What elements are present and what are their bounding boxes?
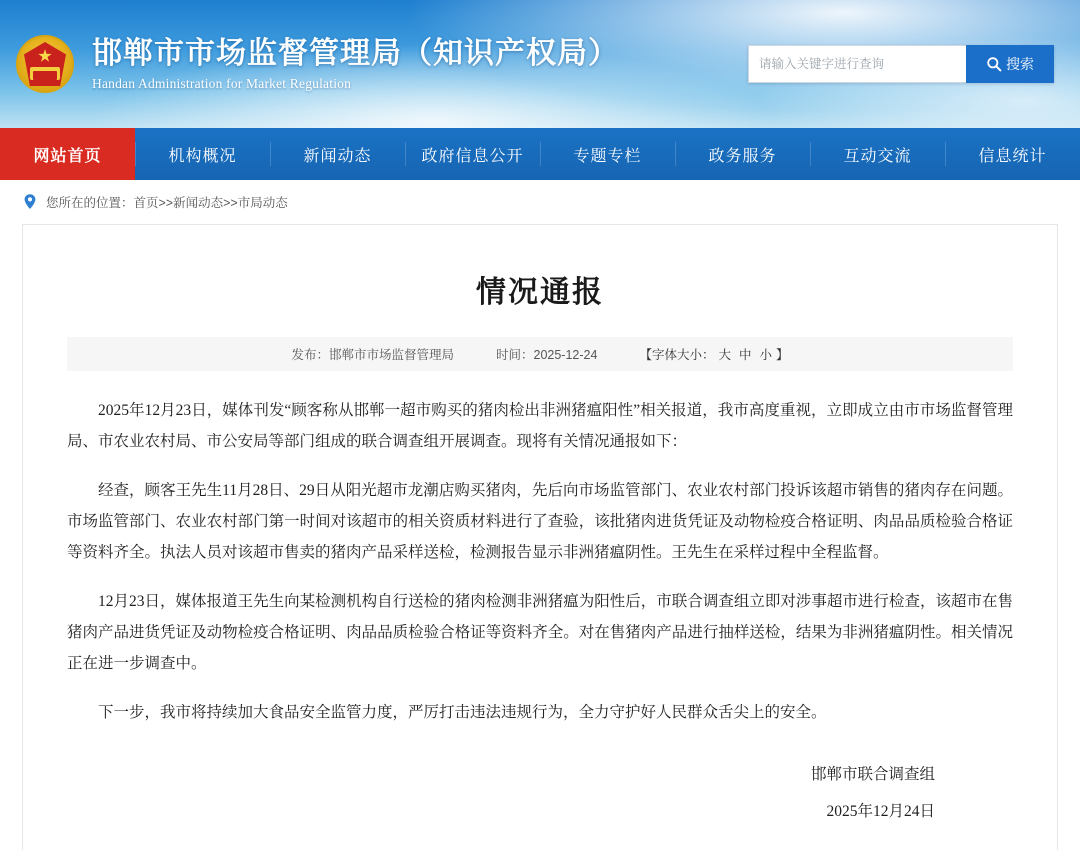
font-size-prefix: 【字体大小：: [639, 348, 715, 362]
nav-item-interaction[interactable]: 互动交流: [810, 128, 945, 180]
search-button-label: 搜索: [1006, 56, 1034, 72]
article-time-label: 时间：: [495, 348, 534, 362]
article-signature-date: 2025年12月24日: [826, 803, 935, 821]
site-title-en: Handan Administration for Market Regulation: [92, 76, 352, 91]
search-input[interactable]: [748, 45, 966, 83]
article-signature-block: [67, 756, 1013, 830]
nav-item-special-columns[interactable]: 专题专栏: [540, 128, 675, 180]
article-paragraph: 12月23日，媒体报道王先生向某检测机构自行送检的猪肉检测非洲猪瘟为阳性后，市联合调查组立即对涉事超市进行检查，该超市在售猪肉产品进货凭证及动物检疫合格证明、肉品品质检验合格证等资料齐全。对在售猪肉产品进行抽样送检，结果为非洲猪瘟阴性。相关情况正在进一步调查中。: [67, 593, 1013, 672]
site-header: [0, 0, 1080, 128]
nav-item-government-info[interactable]: 政府信息公开: [405, 128, 540, 180]
page-title: 情况通报: [476, 276, 604, 309]
article-body: [67, 395, 1013, 728]
article-source: [291, 345, 454, 363]
nav-item-statistics[interactable]: 信息统计: [945, 128, 1080, 180]
nav-item-overview[interactable]: 机构概况: [135, 128, 270, 180]
search-button[interactable]: [966, 45, 1054, 83]
article-paragraph: 2025年12月23日，媒体刊发“顾客称从邯郸一超市购买的猪肉检出非洲猪瘟阳性”相关报道，我市高度重视，立即成立由市市场监督管理局、市农业农村局、市公安局等部门组成的联合调查组开展调查。现将有关情况通报如下：: [67, 402, 1013, 450]
font-size-large-button[interactable]: 大: [718, 348, 731, 362]
article-source-label: 发布：: [291, 348, 329, 362]
site-title-block: [92, 36, 619, 92]
article-card: [22, 224, 1058, 850]
site-title-cn: 邯郸市市场监督管理局（知识产权局）: [92, 37, 619, 70]
nav-item-news[interactable]: 新闻动态: [270, 128, 405, 180]
main-nav: [0, 128, 1080, 180]
breadcrumb-text: 您所在的位置：首页>>新闻动态>>市局动态: [46, 196, 288, 210]
article-paragraph: 经查，顾客王先生11月28日、29日从阳光超市龙潮店购买猪肉，先后向市场监管部门、农业农村部门投诉该超市销售的猪肉存在问题。市场监管部门、农业农村部门第一时间对该超市的相关资质材料进行了查验，该批猪肉进货凭证及动物检疫合格证明、肉品品质检验合格证等资料齐全。执法人员对该超市售卖的猪肉产品采样送检，检测报告显示非洲猪瘟阴性。王先生在采样过程中全程监督。: [67, 482, 1013, 561]
article-signature: 邯郸市联合调查组: [810, 766, 935, 783]
font-size-controls: [639, 345, 788, 363]
national-emblem-icon: [14, 33, 76, 95]
breadcrumb: [0, 180, 1080, 224]
search-icon: [986, 56, 1002, 72]
article-time-value: 2025-12-24: [533, 348, 598, 362]
article-meta-bar: [67, 337, 1013, 371]
nav-item-services[interactable]: 政务服务: [675, 128, 810, 180]
article-card-wrap: [0, 224, 1080, 850]
font-size-small-button[interactable]: 小: [759, 348, 773, 362]
font-size-medium-button[interactable]: 中: [738, 348, 752, 362]
search-box: [748, 45, 1054, 83]
location-pin-icon: [22, 193, 38, 211]
font-size-suffix: 】: [776, 348, 789, 362]
article-paragraph: 下一步，我市将持续加大食品安全监管力度，严厉打击违法违规行为，全力守护好人民群众舌尖上的安全。: [98, 704, 827, 721]
article-source-value: 邯郸市市场监督管理局: [328, 348, 454, 362]
article-time: [496, 345, 597, 363]
nav-item-home[interactable]: 网站首页: [0, 128, 135, 180]
